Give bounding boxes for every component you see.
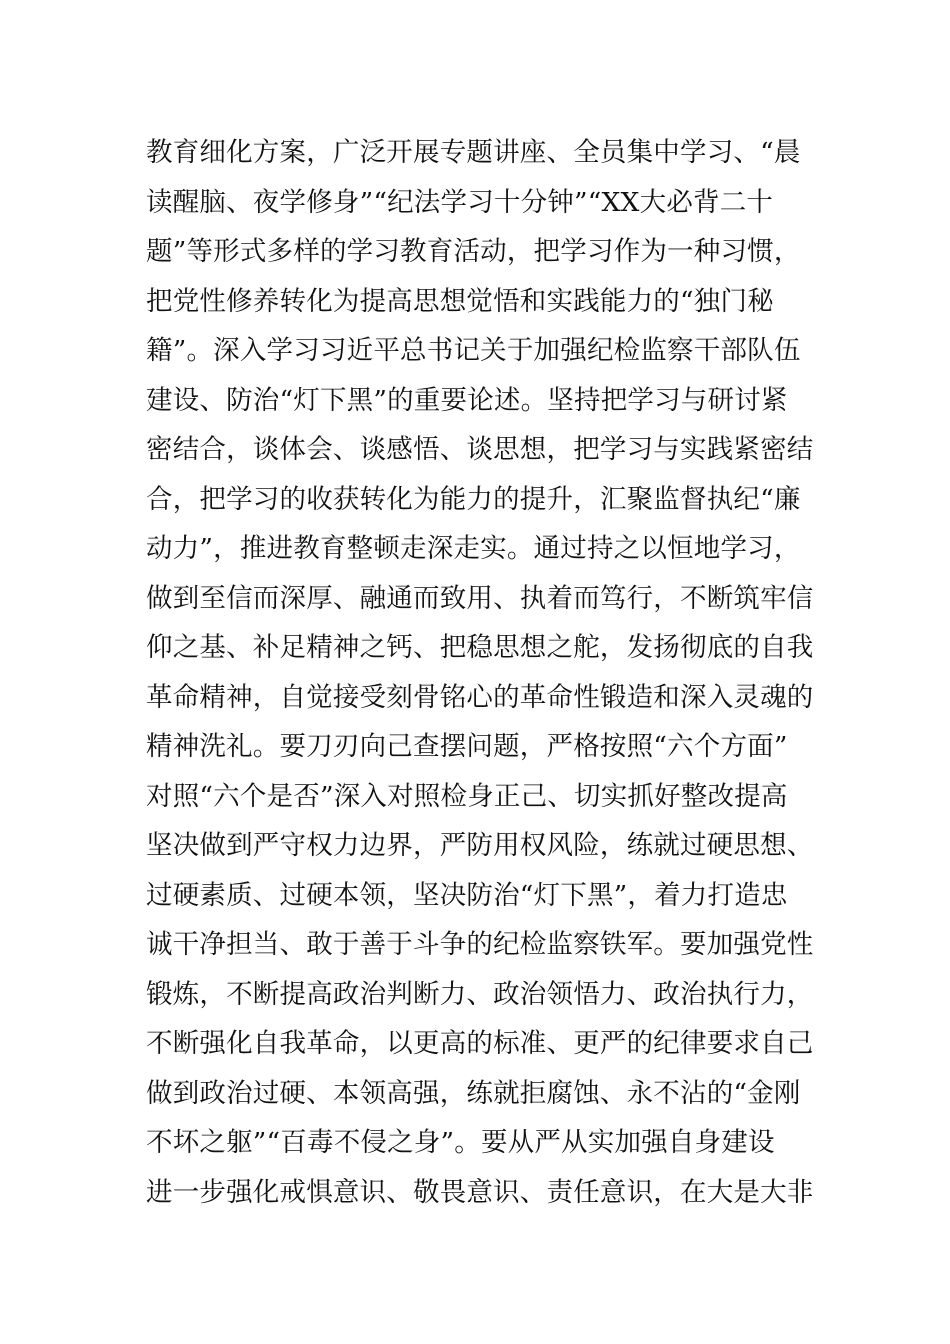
text-line: 合，把学习的收获转化为能力的提升，汇聚监督执纪“廉 bbox=[146, 483, 801, 515]
text-line: 把党性修养转化为提高思想觉悟和实践能力的“独门秘 bbox=[146, 285, 774, 317]
text-line: 教育细化方案，广泛开展专题讲座、全员集中学习、“晨 bbox=[146, 137, 801, 168]
text-line: 进一步强化戒惧意识、敬畏意识、责任意识，在大是大非 bbox=[146, 1176, 814, 1208]
text-line: 不断强化自我革命，以更高的标准、更严的纪律要求自己 bbox=[146, 1028, 814, 1059]
text-line: 不坏之躯”“百毒不侵之身”。要从严从实加强自身建设 bbox=[146, 1127, 775, 1158]
text-line: 对照“六个是否”深入对照检身正己、切实抓好整改提高 bbox=[146, 780, 788, 812]
text-line: 动力”，推进教育整顿走深走实。通过持之以恒地学习， bbox=[146, 533, 801, 564]
text-line: 做到政治过硬、本领高强，练就拒腐蚀、永不沾的“金刚 bbox=[146, 1077, 801, 1109]
text-line: 锻炼，不断提高政治判断力、政治领悟力、政治执行力， bbox=[146, 978, 814, 1010]
text-line: 过硬素质、过硬本领，坚决防治“灯下黑”，着力打造忠 bbox=[146, 879, 788, 911]
text-line: 做到至信而深厚、融通而致用、执着而笃行，不断筑牢信 bbox=[146, 582, 814, 614]
text-line: 精神洗礼。要刀刃向己查摆问题，严格按照“六个方面” bbox=[146, 731, 788, 762]
text-line: 密结合，谈体会、谈感悟、谈思想，把学习与实践紧密结 bbox=[146, 434, 814, 465]
text-line: 建设、防治“灯下黑”的重要论述。坚持把学习与研讨紧 bbox=[146, 384, 788, 416]
text-line: 诚干净担当、敢于善于斗争的纪检监察铁军。要加强党性 bbox=[146, 929, 814, 960]
body-text bbox=[146, 128, 816, 1217]
text-line: 仰之基、补足精神之钙、把稳思想之舵，发扬彻底的自我 bbox=[146, 632, 814, 663]
text-line: 坚决做到严守权力边界，严防用权风险，练就过硬思想、 bbox=[146, 830, 814, 861]
text-line: 题”等形式多样的学习教育活动，把学习作为一种习惯， bbox=[146, 236, 801, 267]
text-line: 籍”。深入学习习近平总书记关于加强纪检监察干部队伍 bbox=[146, 335, 801, 366]
text-line: 革命精神，自觉接受刻骨铭心的革命性锻造和深入灵魂的 bbox=[146, 681, 814, 713]
text-line: 读醒脑、夜学修身”“纪法学习十分钟”“XX大必背二十 bbox=[146, 186, 774, 218]
